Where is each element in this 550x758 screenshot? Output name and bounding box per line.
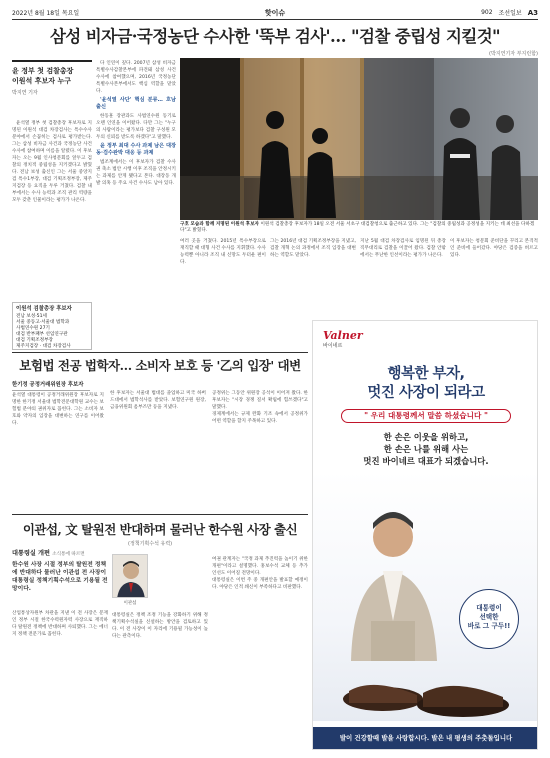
article3-tag — [12, 548, 108, 557]
profile-title: 이원석 검찰총장 후보자 — [16, 306, 72, 312]
portrait-photo[interactable] — [112, 554, 148, 598]
page-number: A3 — [527, 8, 538, 17]
subheading: '윤석열 사단' 핵심 분류… 호남 출신 — [96, 97, 176, 110]
paragraph: 여러 곳을 거쳤다. 2015년 특수부장으로 재직할 때 대형 사건 수사를 지휘했다. 수사 능력뿐 아니라 조직 내 신망도 두터운 편이다. — [180, 239, 266, 265]
article-column-2 — [96, 60, 176, 350]
article3-col2 — [112, 612, 208, 746]
portrait-caption: 이관섭 — [123, 601, 137, 606]
lead-paragraph: 윤석열 정부 첫 검찰총장 후보자로 지명된 이원석 대검 차장검사는 특수수사 분야에서 손꼽히는 검사로 평가받는다. 그는 삼성 비자금 사건과 국정농단 사건 수사에 참여하며 이름을 알렸다. 이 후보자는 오는 9월 인사청문회를 앞두고 검찰의 정치적 중립성을 지키겠다고 밝혔다. 전남 보성 출신인 그는 서울 중앙지검 특수1부장, 대검 기획조정부장, 제주지검장 등 요직을 두루 거쳤다. 검찰 내부에서는 수사 능력과 조직 관리 역량을 모두 갖춘 인물이라는 평가가 나온다. — [12, 121, 92, 203]
article3-credit: (정책기획수석 유력) — [128, 541, 173, 547]
headline-credit: (박지연기자 부지런함) — [489, 51, 538, 57]
section-title: 핫이슈 — [264, 8, 286, 17]
article-column-3 — [180, 238, 266, 348]
paragraph: 법조계에서는 이 후보자가 검찰 수사권 축소 법안 시행 이후 조직을 안정시키는 과제를 안게 됐다고 본다. 대장동 개발 의혹 등 주요 사건 수사도 남아 있다. — [96, 160, 176, 186]
person-icon — [113, 555, 148, 598]
masthead-right — [481, 8, 538, 17]
paragraph: 대통령실은 정책 조정 기능을 강화하기 위해 정책기획수석실을 신설하는 방안을 검토하고 있다. 이 전 사장이 이 자리에 기용될 가능성이 높다는 관측이다. — [112, 613, 208, 639]
article2-col2 — [110, 390, 206, 510]
article3-headline[interactable]: 이관섭, 文 탈원전 반대하며 물러난 한수원 사장 출신 — [22, 522, 298, 537]
issue-number: 902 — [481, 9, 493, 16]
profile-box — [12, 302, 92, 350]
article3-col1 — [12, 610, 108, 746]
profile-line: 전남 보성·51세 — [16, 314, 47, 319]
paragraph: 그는 2016년 대검 기획조정부장을 지냈고, 검찰 개혁 논의 과정에서 조직 입장을 대변하는 역할도 맡았다. — [270, 239, 356, 258]
brand-logo-text: Valner — [323, 329, 363, 342]
ad-body-line: 한 손은 이웃을 위하고, — [383, 432, 469, 442]
ad-headline-line: 행복한 부자, — [387, 366, 465, 382]
subheading: 윤 정부 최대 수사 과제 남은 대장동·검수완박 대응 등 과제 — [96, 143, 176, 156]
paragraph: 경제계에서는 규제 완화 기조 속에서 공정위가 어떤 역할을 할지 주목하고 있다. — [212, 412, 308, 424]
brand-logo-korean: 바이네르 — [323, 343, 343, 349]
advertisement[interactable] — [312, 320, 538, 750]
article3-col3 — [212, 556, 308, 746]
profile-line: 서울 중동고·서울대 법학과 — [16, 320, 70, 325]
paragraph: 윤석열 대통령이 공정거래위원장 후보자로 지명한 한기정 서울대 법학전문대학원 교수는 보험법 분야의 권위자로 꼽힌다. 그는 소비자 보호와 약자의 입장을 대변하는 연구를 이어왔다. — [12, 393, 104, 426]
paragraph: 여권 관계자는 "국정 과제 추진력을 높이기 위한 개편"이라고 설명했다. 홍보수석 교체 등 추가 인선도 이어질 전망이다. — [212, 557, 308, 576]
news-photo[interactable] — [180, 58, 538, 220]
section-divider — [12, 352, 308, 353]
ad-headline-line: 멋진 사장이 되라고 — [367, 385, 485, 401]
article2-tag: 한기정 공정거래위원장 후보자 — [12, 380, 90, 391]
paragraph: 다 인연이 깊다. 2007년 삼성 비자금 특별수사감찰본부에 파견돼 삼성 사건 수사에 참여했으며, 2016년 국정농단 특별수사본부에서도 핵심 역할을 맡았다. — [96, 61, 176, 94]
photo-caption — [180, 222, 538, 234]
article2-headline[interactable]: 보험법 전공 법학자… 소비자 보호 등 '乙의 입장' 대변 — [19, 358, 301, 373]
paragraph: 이 후보자는 청문회 준비단을 꾸리고 본격적인 준비에 들어갔다. 야당은 검증을 벼르고 있다. — [450, 239, 538, 258]
caption-title: 구호 모습과 함께 지명된 이원석 후보자 — [180, 222, 259, 227]
ad-quote-banner: " 우리 대통령께서 말씀 하셨습니다 " — [341, 409, 511, 423]
paragraph: 대통령실은 이번 주 중 개편안을 발표할 예정이다. 야당은 인적 쇄신이 부족하다고 비판했다. — [212, 578, 308, 590]
profile-line: 사법연수원 27기 — [16, 326, 50, 331]
paper-name: 조선일보 — [498, 10, 522, 17]
ad-callout — [459, 589, 519, 649]
lead-byline: 박지연 기자 — [12, 90, 38, 96]
article2-col3 — [212, 390, 308, 510]
paragraph: 한 후보자는 서울대 법대를 졸업하고 미국 하버드대에서 법학석사를 받았다. 보험연구원 원장, 금융위원회 옴부즈만 등을 지냈다. — [110, 391, 206, 410]
ad-body-line: 멋진 바이네르 대표가 되겠습니다. — [363, 456, 489, 466]
lead-article-text — [12, 120, 92, 302]
paragraph: 공정위는 그동안 위원장 공석이 이어져 왔다. 한 후보자는 "시장 경쟁 질서 확립에 힘쓰겠다"고 말했다. — [212, 391, 308, 410]
ad-body — [313, 431, 538, 467]
caption-text: 이원석 검찰총장 후보자가 18일 오전 서울 서초구 대검찰청으로 출근하고 있다. 그는 "검찰의 중립성과 공정성을 지키는 데 최선을 다하겠다"고 밝혔다. — [180, 222, 535, 233]
article3-lead: 한수원 사장 시절 정부의 탈원전 정책에 반대하다 물러난 이관섭 전 사장이 대통령실 정책기획수석으로 기용될 전망이다. — [12, 562, 108, 592]
profile-line: 제주지검장 · 대검 차장검사 — [16, 344, 71, 349]
lead-box — [12, 60, 92, 116]
profile-line: 대검 기획조정부장 — [16, 338, 53, 343]
lead-kicker: 윤 정부 첫 검찰총장 — [12, 67, 74, 75]
article2-col1 — [12, 392, 104, 512]
ad-callout-line: 바로 그 구두!! — [467, 622, 511, 630]
ad-body-line: 한 손은 나를 위해 사는 — [383, 444, 469, 454]
ad-callout-line: 대통령이 — [476, 604, 502, 612]
article3-tag-main: 대통령실 개편 — [12, 550, 51, 557]
brand-logo — [323, 329, 361, 351]
issue-date: 2022년 8월 18일 목요일 — [12, 10, 80, 17]
lead-title: 이원석 후보자 누구 — [12, 77, 71, 85]
ad-callout-line: 선택한 — [479, 613, 499, 621]
article3-tag-sub: 소식통에 따르면 — [52, 552, 85, 557]
masthead — [12, 6, 538, 20]
photo-illustration — [180, 58, 538, 220]
paragraph: 한동훈 장관과도 사법연수원 동기로 오랜 인연을 이어왔다. 다만 그는 "누구의 사람이라는 평가보다 검찰 구성원 모두의 신뢰를 받도록 하겠다"고 말했다. — [96, 114, 176, 140]
profile-line: 대검 반부패부 선임연구관 — [16, 332, 68, 337]
paragraph: 산업통상자원부 차관을 지낸 이 전 사장은 문재인 정부 시절 한국수력원자력 사장으로 재직하다 탈원전 정책에 반대하며 사퇴했다. 그는 에너지 정책 전문가로 꼽힌다. — [12, 611, 108, 637]
section-divider — [12, 514, 308, 515]
ad-footer-slogan: 발이 건강할때 발을 사랑합시다. 발은 내 평생의 주춧돌입니다 — [313, 727, 538, 749]
paragraph: 지난 5월 대검 차장검사로 임명된 뒤 총장 직무대리로 검찰을 이끌어 왔다. 검찰 안팎에서는 무난한 인선이라는 평가가 나온다. — [360, 239, 446, 258]
ad-headline — [313, 365, 538, 403]
main-headline[interactable]: 삼성 비자금·국정농단 수사한 '뚝부 검사'… "검찰 중립성 지킬것" — [49, 27, 501, 46]
